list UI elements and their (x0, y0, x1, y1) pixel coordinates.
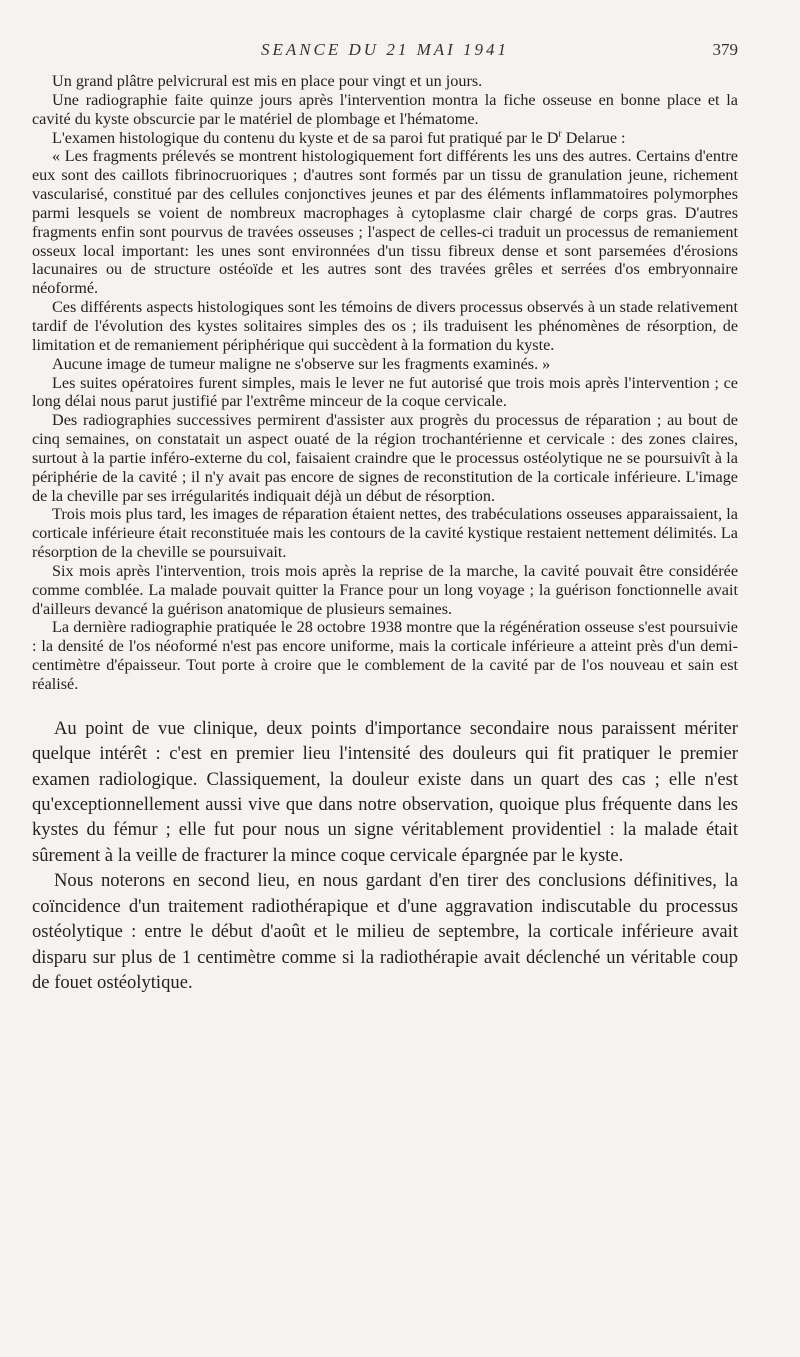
paragraph: La dernière radiographie pratiquée le 28 octobre 1938 montre que la régénération osseuse s'est poursuivie : la densité de l'os néoformé n'est pas encore uniforme, mais la corticale inférieure a atteint près d'un demi-centimètre d'épaisseur. Tout porte à croire que le comblement de la cavité par de l'os nouveau et sain est réalisé. (32, 618, 738, 693)
paragraph: Au point de vue clinique, deux points d'importance secondaire nous paraissent mériter quelque intérêt : c'est en premier lieu l'intensité des douleurs qui fit pratiquer le premier examen radiologique. Classiquement, la douleur existe dans un quart des cas ; elle n'est qu'exceptionnellement aussi vive que dans notre observation, quoique plus fréquente dans les kystes du fémur ; elle fut pour nous un signe véritablement providentiel : la malade était sûrement à la veille de fracturer la mince coque cervicale épargnée par le kyste. (32, 717, 738, 866)
quoted-paragraph: Ces différents aspects histologiques sont les témoins de divers processus observés à un stade relativement tardif de l'évolution des kystes solitaires simples des os ; ils traduisent les phénomènes de résorption, de limitation et de remaniement périphérique qui succèdent à la formation du kyste. (32, 298, 738, 354)
page-number: 379 (712, 40, 738, 59)
paragraph: Six mois après l'intervention, trois mois après la reprise de la marche, la cavité pouvait être considérée comme comblée. La malade pouvait quitter la France pour un long voyage ; la guérison fonctionnelle avait d'ailleurs devancé la guérison anatomique de plusieurs semaines. (32, 561, 738, 618)
quoted-paragraph: « Les fragments prélevés se montrent histologiquement fort différents les uns des autres. Certains d'entre eux sont des caillots fibrinocruoriques ; d'autres sont formés par un tissu de granulation jeune, richement vascularisé, constitué par des cellules conjonctives jeunes et par des éléments inflammatoires polymorphes parmi lesquels se voient de nombreux macrophages à cytoplasme clair chargé de corps gras. D'autres fragments enfin sont pourvus de travées osseuses ; l'aspect de celles-ci traduit un processus de remaniement osseux local important: les unes sont environnées d'un tissu fibreux dense et sont parsemées d'érosions lacunaires ou de structure ostéoïde et les autres sont des travées grêles et serrées d'os embryonnaire néoformé. (32, 147, 738, 298)
paragraph: Les suites opératoires furent simples, mais le lever ne fut autorisé que trois mois après l'intervention ; ce long délai nous parut justifié par l'extrême minceur de la coque cervicale. (32, 373, 738, 411)
running-title: SEANCE DU 21 MAI 1941 (260, 40, 510, 59)
running-header (32, 40, 738, 72)
page (32, 40, 738, 995)
paragraph: Nous noterons en second lieu, en nous gardant d'en tirer des conclusions définitives, la coïncidence d'un traitement radiothérapique et d'une aggravation indiscutable du processus ostéolytique : entre le début d'août et le milieu de septembre, la corticale inférieure avait disparu sur plus de 1 centimètre comme si la radiothérapie avait déclenché un véritable coup de fouet ostéolytique. (32, 870, 738, 993)
superscript: r (558, 128, 562, 140)
discussion-section (32, 716, 738, 995)
paragraph: Trois mois plus tard, les images de réparation étaient nettes, des trabéculations osseuses apparaissaient, la corticale inférieure était reconstituée mais les contours de la cavité kystique restaient nettement délimités. La résorption de la cheville se poursuivait. (32, 505, 738, 562)
quoted-paragraph: Aucune image de tumeur maligne ne s'observe sur les fragments examinés. » (52, 354, 551, 373)
paragraph: Un grand plâtre pelvicrural est mis en place pour vingt et un jours. (52, 72, 483, 90)
paragraph-histology-intro: L'examen histologique du contenu du kyste et de sa paroi fut pratiqué par le $D^r$ Delarue : (52, 128, 626, 147)
paragraph: Une radiographie faite quinze jours après l'intervention montra la fiche osseuse en bonne place et la cavité du kyste obscurcie par le matériel de plombage et l'hématome. (32, 90, 738, 128)
observation-section (32, 72, 738, 694)
paragraph: Des radiographies successives permirent d'assister aux progrès du processus de réparation ; au bout de cinq semaines, on constatait un aspect ouaté de la région trochantérienne et cervicale : des zones claires, surtout à la partie inféro-externe du col, faisaient craindre que le processus ostéolytique ne se poursuivît à la périphérie de la cavité ; il n'y avait pas encore de signes de reconstitution de la corticale inférieure. L'image de la cheville par ses irrégularités indiquait déjà un début de résorption. (32, 411, 738, 505)
